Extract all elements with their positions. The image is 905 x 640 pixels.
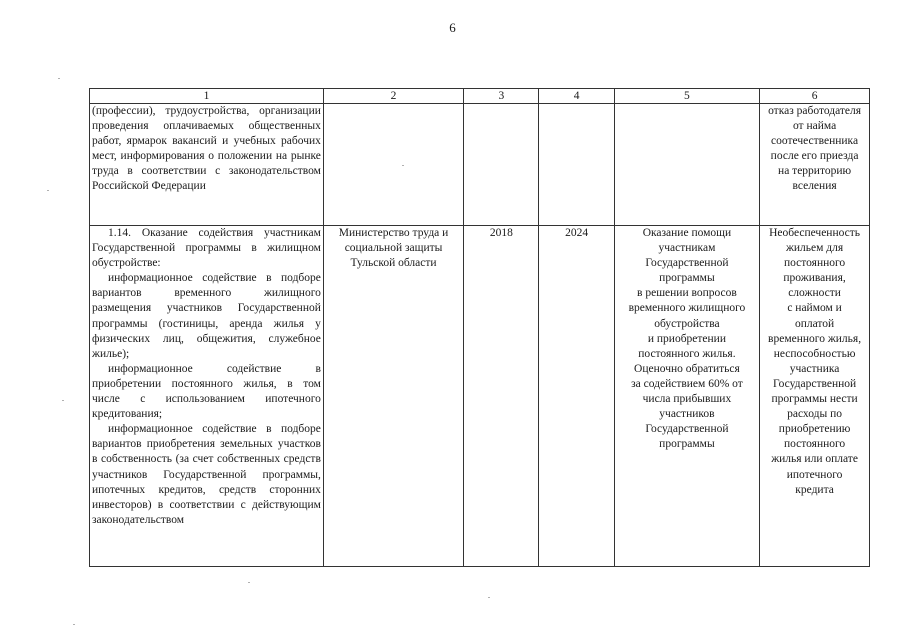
risk-line: сложности [788, 287, 841, 300]
scan-speck [248, 582, 250, 583]
row1-end-cell [539, 104, 614, 226]
row1-risk-line: от найма [792, 120, 837, 133]
scan-speck [47, 190, 49, 191]
row1-executor-cell [323, 104, 463, 226]
risk-line: участника [789, 362, 840, 375]
risk-line: проживания, [783, 272, 846, 285]
result-line: Государственной [645, 257, 729, 270]
table-row [90, 104, 870, 226]
result-line: временного жилищного [628, 302, 746, 315]
row1-risk-line: после его приезда [770, 150, 859, 163]
result-line: числа прибывших [642, 393, 732, 406]
row2-end-year: 2024 [539, 226, 614, 567]
risk-line: жилья или оплате [771, 453, 858, 466]
measure-title: 1.14. Оказание содействия участникам Государственной программы в жилищном обустройстве: [92, 227, 321, 270]
row1-risk-line: на территорию [778, 165, 852, 178]
risk-line: неспособностью [773, 347, 856, 360]
risk-line: расходы по [787, 408, 843, 421]
header-col-1: 1 [90, 89, 324, 104]
measure-item: информационное содействие в приобретении постоянного жилья, в том числе с использованием ипотечного кредитования; [92, 362, 321, 421]
risk-line: Необеспеченность [769, 227, 861, 239]
risk-line: с наймом и [787, 302, 842, 315]
table-row [90, 226, 870, 567]
row1-risk-line: соотечественника [771, 135, 859, 148]
result-line: постоянного жилья. [638, 347, 736, 360]
row2-result-cell [614, 226, 759, 567]
risk-line: Государственной [772, 377, 857, 390]
result-line: Оказание помощи [642, 227, 732, 239]
result-line: участникам [658, 242, 716, 255]
row1-risk-line: отказ работодателя [768, 105, 862, 117]
executor-line: Тульской области [350, 257, 437, 270]
measure-item: информационное содействие в подборе вариантов временного жилищного размещения участников Государственной программы (гостиницы, аренда жилья у физических лиц, общежития, служебное жилье); [92, 272, 321, 360]
risk-line: оплатой [794, 317, 835, 330]
result-line: Оценочно обратиться [634, 362, 740, 375]
row2-executor-cell [323, 226, 463, 567]
scan-speck [58, 78, 60, 79]
risk-line: жильем для [785, 242, 844, 255]
result-line: за содействием 60% от [631, 377, 743, 390]
result-line: программы [659, 272, 715, 285]
header-row [90, 89, 870, 104]
header-col-2: 2 [323, 89, 463, 104]
scan-speck [402, 165, 404, 166]
row1-start-cell [464, 104, 539, 226]
result-line: программы [659, 438, 715, 451]
page-number: 6 [449, 20, 456, 35]
header-col-5: 5 [614, 89, 759, 104]
row2-measure-cell [90, 226, 324, 567]
result-line: в решении вопросов [637, 287, 737, 300]
risk-line: ипотечного [786, 468, 843, 481]
measure-item: информационное содействие в подборе вариантов приобретения земельных участков в собственность (за счет собственных средств участников Государственной программы, ипотечных кредитов, средств сторонних инвесторов) в соответствии с действующим законодательством [92, 423, 321, 526]
risk-line: постоянного [783, 257, 846, 270]
executor-line: Министерство труда и [338, 227, 449, 239]
risk-line: программы нести [771, 393, 858, 406]
row1-measure-text: (профессии), трудоустройства, организации проведения оплачиваемых общественных работ, ярмарок вакансий и учебных рабочих мест, информирования о положении на рынке труда в соответствии с законодательством Российской Федерации [92, 105, 321, 193]
risk-line: кредита [795, 483, 834, 496]
scan-speck [62, 400, 64, 401]
result-line: Государственной [645, 423, 729, 436]
scan-speck [488, 597, 490, 598]
row1-measure-cell [90, 104, 324, 226]
header-col-3: 3 [464, 89, 539, 104]
executor-line: социальной защиты [344, 242, 443, 255]
row2-start-year: 2018 [464, 226, 539, 567]
risk-line: временного жилья, [768, 332, 862, 345]
header-col-4: 4 [539, 89, 614, 104]
measures-table [89, 88, 870, 567]
result-line: обустройства [654, 317, 720, 330]
risk-line: приобретению [778, 423, 851, 436]
row1-risk-cell [760, 104, 870, 226]
risk-line: постоянного [783, 438, 846, 451]
result-line: участников [659, 408, 715, 421]
result-line: и приобретении [647, 332, 726, 345]
row2-risk-cell [760, 226, 870, 567]
row1-risk-line: вселения [792, 180, 837, 193]
header-col-6: 6 [760, 89, 870, 104]
row1-result-cell [614, 104, 759, 226]
scan-speck [73, 624, 75, 625]
